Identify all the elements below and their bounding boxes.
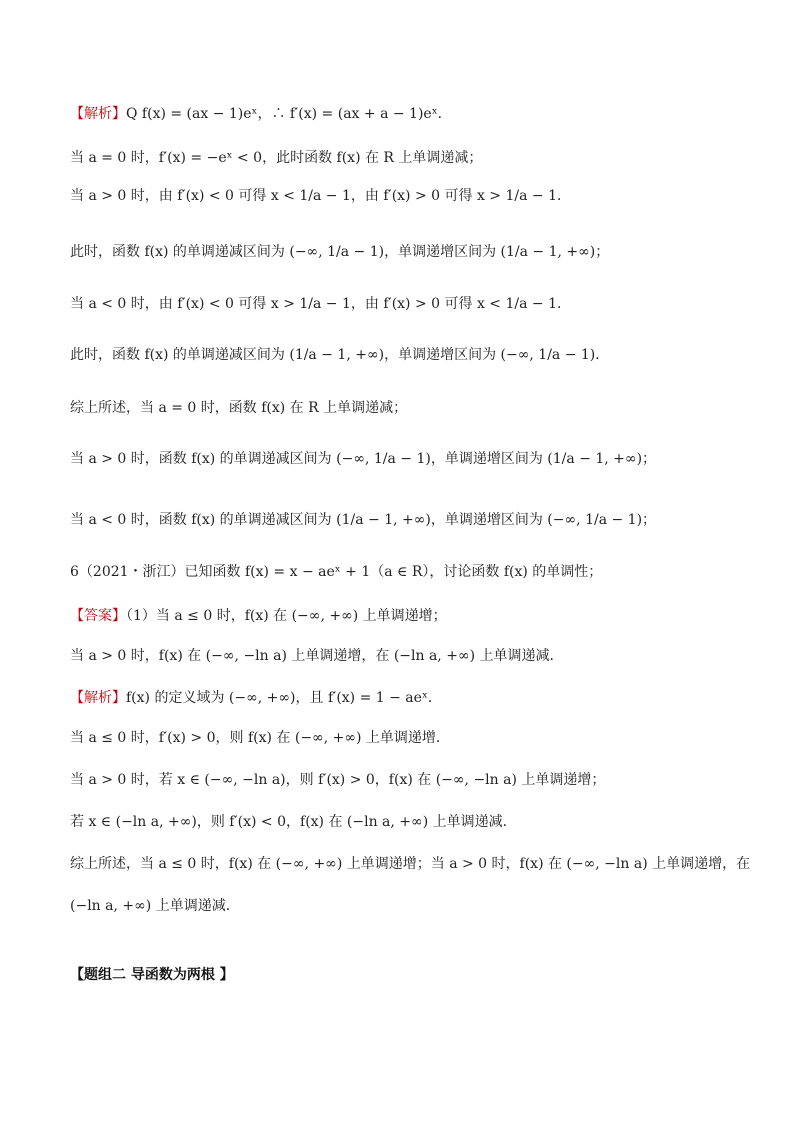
line-analysis-2	[70, 688, 730, 708]
line-text: 当 a > 0 时，若 x ∈ (−∞, −ln a)，则 f′(x) > 0，f(x) 在 (−∞, −ln a) 上单调递增；	[70, 772, 606, 788]
line-text: 当 a > 0 时，函数 f(x) 的单调递减区间为 (−∞, 1/a − 1)，单调递增区间为 (1/a − 1, +∞)；	[70, 451, 657, 467]
line-intervals-negative	[70, 345, 730, 365]
line-summary-final-1	[70, 854, 751, 874]
line-answer-1	[70, 606, 730, 626]
line-text: 若 x ∈ (−ln a, +∞)，则 f′(x) < 0，f(x) 在 (−ln a, +∞) 上单调递减．	[70, 814, 517, 830]
line-analysis-1	[70, 104, 730, 124]
line-text: 当 a > 0 时，f(x) 在 (−∞, −ln a) 上单调递增，在 (−ln a, +∞) 上单调递减．	[70, 648, 564, 664]
line-problem-6	[70, 562, 730, 582]
line-text: 当 a ≤ 0 时，f′(x) > 0，则 f(x) 在 (−∞, +∞) 上单调递增．	[70, 730, 450, 746]
line-text: Q f(x) = (ax − 1)eˣ，∴ f′(x) = (ax + a − 1)eˣ．	[126, 106, 452, 122]
line-case-a-gt-zero	[70, 770, 730, 790]
line-intervals-positive	[70, 242, 730, 262]
line-summary-3	[70, 510, 730, 530]
line-text: （1）当 a ≤ 0 时，f(x) 在 (−∞, +∞) 上单调递增；	[126, 608, 447, 624]
line-text: 综上所述，当 a = 0 时，函数 f(x) 在 R 上单调递减；	[70, 400, 408, 416]
line-summary-2	[70, 449, 730, 469]
line-text: 6（2021・浙江）已知函数 f(x) = x − aeˣ + 1（a ∈ R），讨论函数 f(x) 的单调性；	[70, 564, 603, 580]
line-summary-final-2	[70, 896, 730, 916]
line-case-a-negative	[70, 294, 730, 314]
line-text: (−ln a, +∞) 上单调递减．	[70, 898, 240, 914]
line-case-x-range	[70, 812, 730, 832]
section-heading: 【题组二 导函数为两根 】	[70, 967, 234, 983]
line-case-a-zero	[70, 148, 730, 168]
line-text: 当 a < 0 时，由 f′(x) < 0 可得 x > 1/a − 1，由 f′(x) > 0 可得 x < 1/a − 1．	[70, 296, 571, 312]
line-summary-1	[70, 398, 730, 418]
line-answer-2	[70, 646, 730, 666]
analysis-tag: 【解析】	[70, 690, 126, 706]
line-case-a-leq-zero	[70, 728, 730, 748]
line-case-a-positive	[70, 186, 730, 206]
line-text: 综上所述，当 a ≤ 0 时，f(x) 在 (−∞, +∞) 上单调递增；当 a > 0 时，f(x) 在 (−∞, −ln a) 上单调递增，在	[70, 856, 751, 872]
line-text: 当 a > 0 时，由 f′(x) < 0 可得 x < 1/a − 1，由 f′(x) > 0 可得 x > 1/a − 1．	[70, 188, 571, 204]
line-text: 此时，函数 f(x) 的单调递减区间为 (1/a − 1, +∞)，单调递增区间为 (−∞, 1/a − 1)．	[70, 347, 610, 363]
line-text: 当 a < 0 时，函数 f(x) 的单调递减区间为 (1/a − 1, +∞)，单调递增区间为 (−∞, 1/a − 1)；	[70, 512, 657, 528]
line-text: 此时，函数 f(x) 的单调递减区间为 (−∞, 1/a − 1)，单调递增区间为 (1/a − 1, +∞)；	[70, 244, 610, 260]
line-text: 当 a = 0 时，f′(x) = −eˣ < 0，此时函数 f(x) 在 R 上单调递减；	[70, 150, 483, 166]
answer-tag: 【答案】	[70, 608, 126, 624]
analysis-tag: 【解析】	[70, 106, 126, 122]
line-text: f(x) 的定义域为 (−∞, +∞)，且 f′(x) = 1 − aeˣ．	[126, 690, 442, 706]
